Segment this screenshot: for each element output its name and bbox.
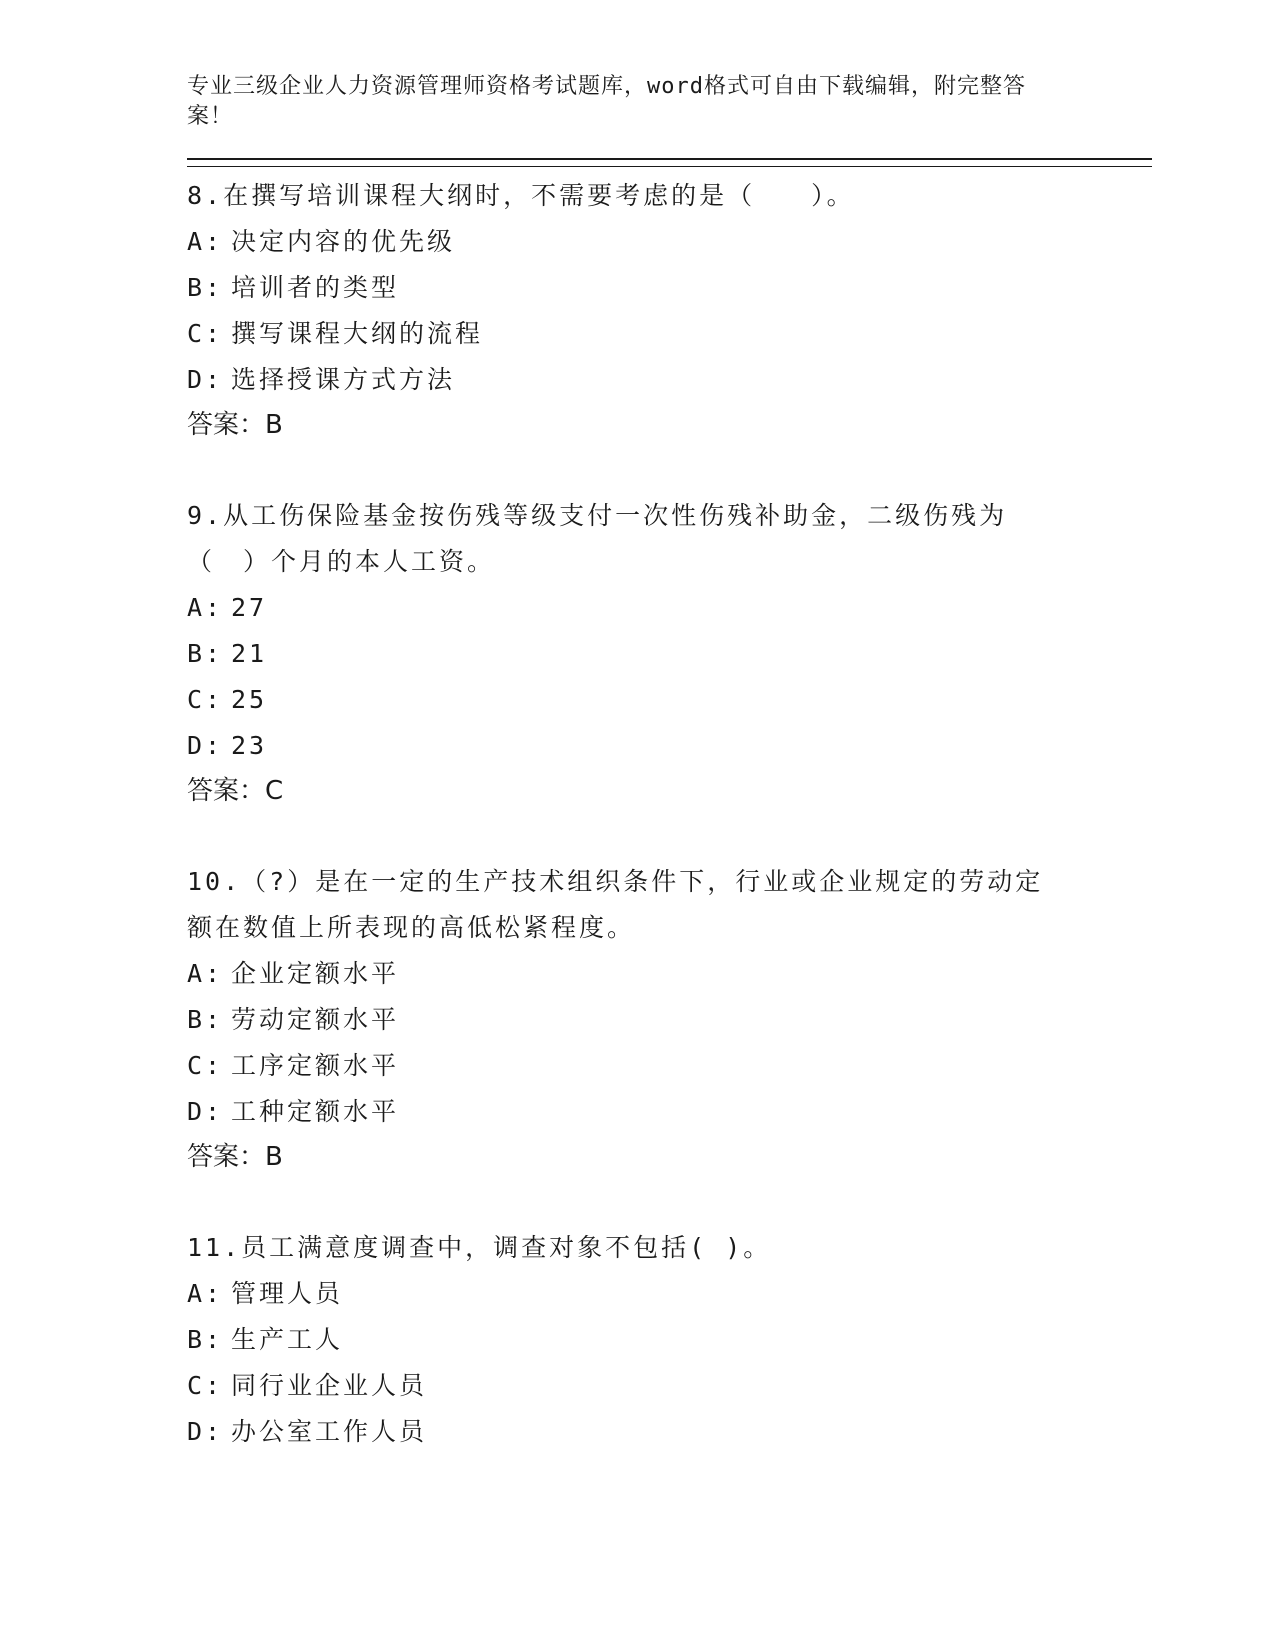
option-text: 生产工人 (231, 1325, 344, 1354)
option-c (187, 677, 1152, 723)
option-text: 培训者的类型 (231, 273, 400, 302)
option-key: D: (187, 731, 224, 760)
option-text: 办公室工作人员 (231, 1417, 428, 1446)
option-text: 27 (231, 593, 268, 622)
document-header: 专业三级企业人力资源管理师资格考试题库，word格式可自由下载编辑，附完整答案！ (187, 74, 1026, 129)
option-a (187, 1271, 1152, 1317)
option-b (187, 1317, 1152, 1363)
option-key: C: (187, 1051, 224, 1080)
answer: 答案：B (187, 410, 283, 440)
option-b (187, 997, 1152, 1043)
option-text: 劳动定额水平 (231, 1005, 400, 1034)
option-key: C: (187, 685, 224, 714)
option-c (187, 311, 1152, 357)
answer: 答案：B (187, 1142, 283, 1172)
option-key: A: (187, 593, 224, 622)
option-key: D: (187, 365, 224, 394)
option-d (187, 357, 1152, 403)
option-key: A: (187, 959, 224, 988)
option-text: 工序定额水平 (231, 1051, 400, 1080)
option-key: B: (187, 639, 224, 668)
option-a (187, 951, 1152, 997)
question-stem: 9.从工伤保险基金按伤残等级支付一次性伤残补助金，二级伤残为（ ）个月的本人工资。 (187, 501, 1008, 576)
option-text: 决定内容的优先级 (231, 227, 456, 256)
option-key: B: (187, 1325, 224, 1354)
option-text: 撰写课程大纲的流程 (231, 319, 484, 348)
option-d (187, 723, 1152, 769)
option-text: 管理人员 (231, 1279, 344, 1308)
question-stem: 8.在撰写培训课程大纲时，不需要考虑的是（ ）。 (187, 181, 855, 210)
option-key: C: (187, 319, 224, 348)
option-text: 23 (231, 731, 268, 760)
question-stem: 10.（?）是在一定的生产技术组织条件下，行业或企业规定的劳动定额在数值上所表现的高低松紧程度。 (187, 867, 1044, 942)
option-key: B: (187, 273, 224, 302)
option-a (187, 585, 1152, 631)
option-d (187, 1089, 1152, 1135)
option-c (187, 1363, 1152, 1409)
header-divider (187, 158, 1152, 167)
option-d (187, 1409, 1152, 1455)
option-text: 21 (231, 639, 268, 668)
option-key: D: (187, 1097, 224, 1126)
question-9 (187, 493, 1152, 813)
spacer (187, 447, 1152, 493)
option-text: 同行业企业人员 (231, 1371, 428, 1400)
option-key: A: (187, 227, 224, 256)
document-page (187, 72, 1152, 1455)
option-text: 25 (231, 685, 268, 714)
answer: 答案：C (187, 776, 284, 806)
option-key: A: (187, 1279, 224, 1308)
option-key: B: (187, 1005, 224, 1034)
question-8 (187, 173, 1152, 447)
option-key: C: (187, 1371, 224, 1400)
question-10 (187, 859, 1152, 1179)
question-11 (187, 1225, 1152, 1455)
option-text: 工种定额水平 (231, 1097, 400, 1126)
question-stem: 11.员工满意度调查中，调查对象不包括( )。 (187, 1233, 772, 1262)
option-text: 企业定额水平 (231, 959, 400, 988)
spacer (187, 813, 1152, 859)
option-text: 选择授课方式方法 (231, 365, 456, 394)
option-c (187, 1043, 1152, 1089)
option-b (187, 265, 1152, 311)
spacer (187, 1179, 1152, 1225)
option-b (187, 631, 1152, 677)
option-a (187, 219, 1152, 265)
option-key: D: (187, 1417, 224, 1446)
